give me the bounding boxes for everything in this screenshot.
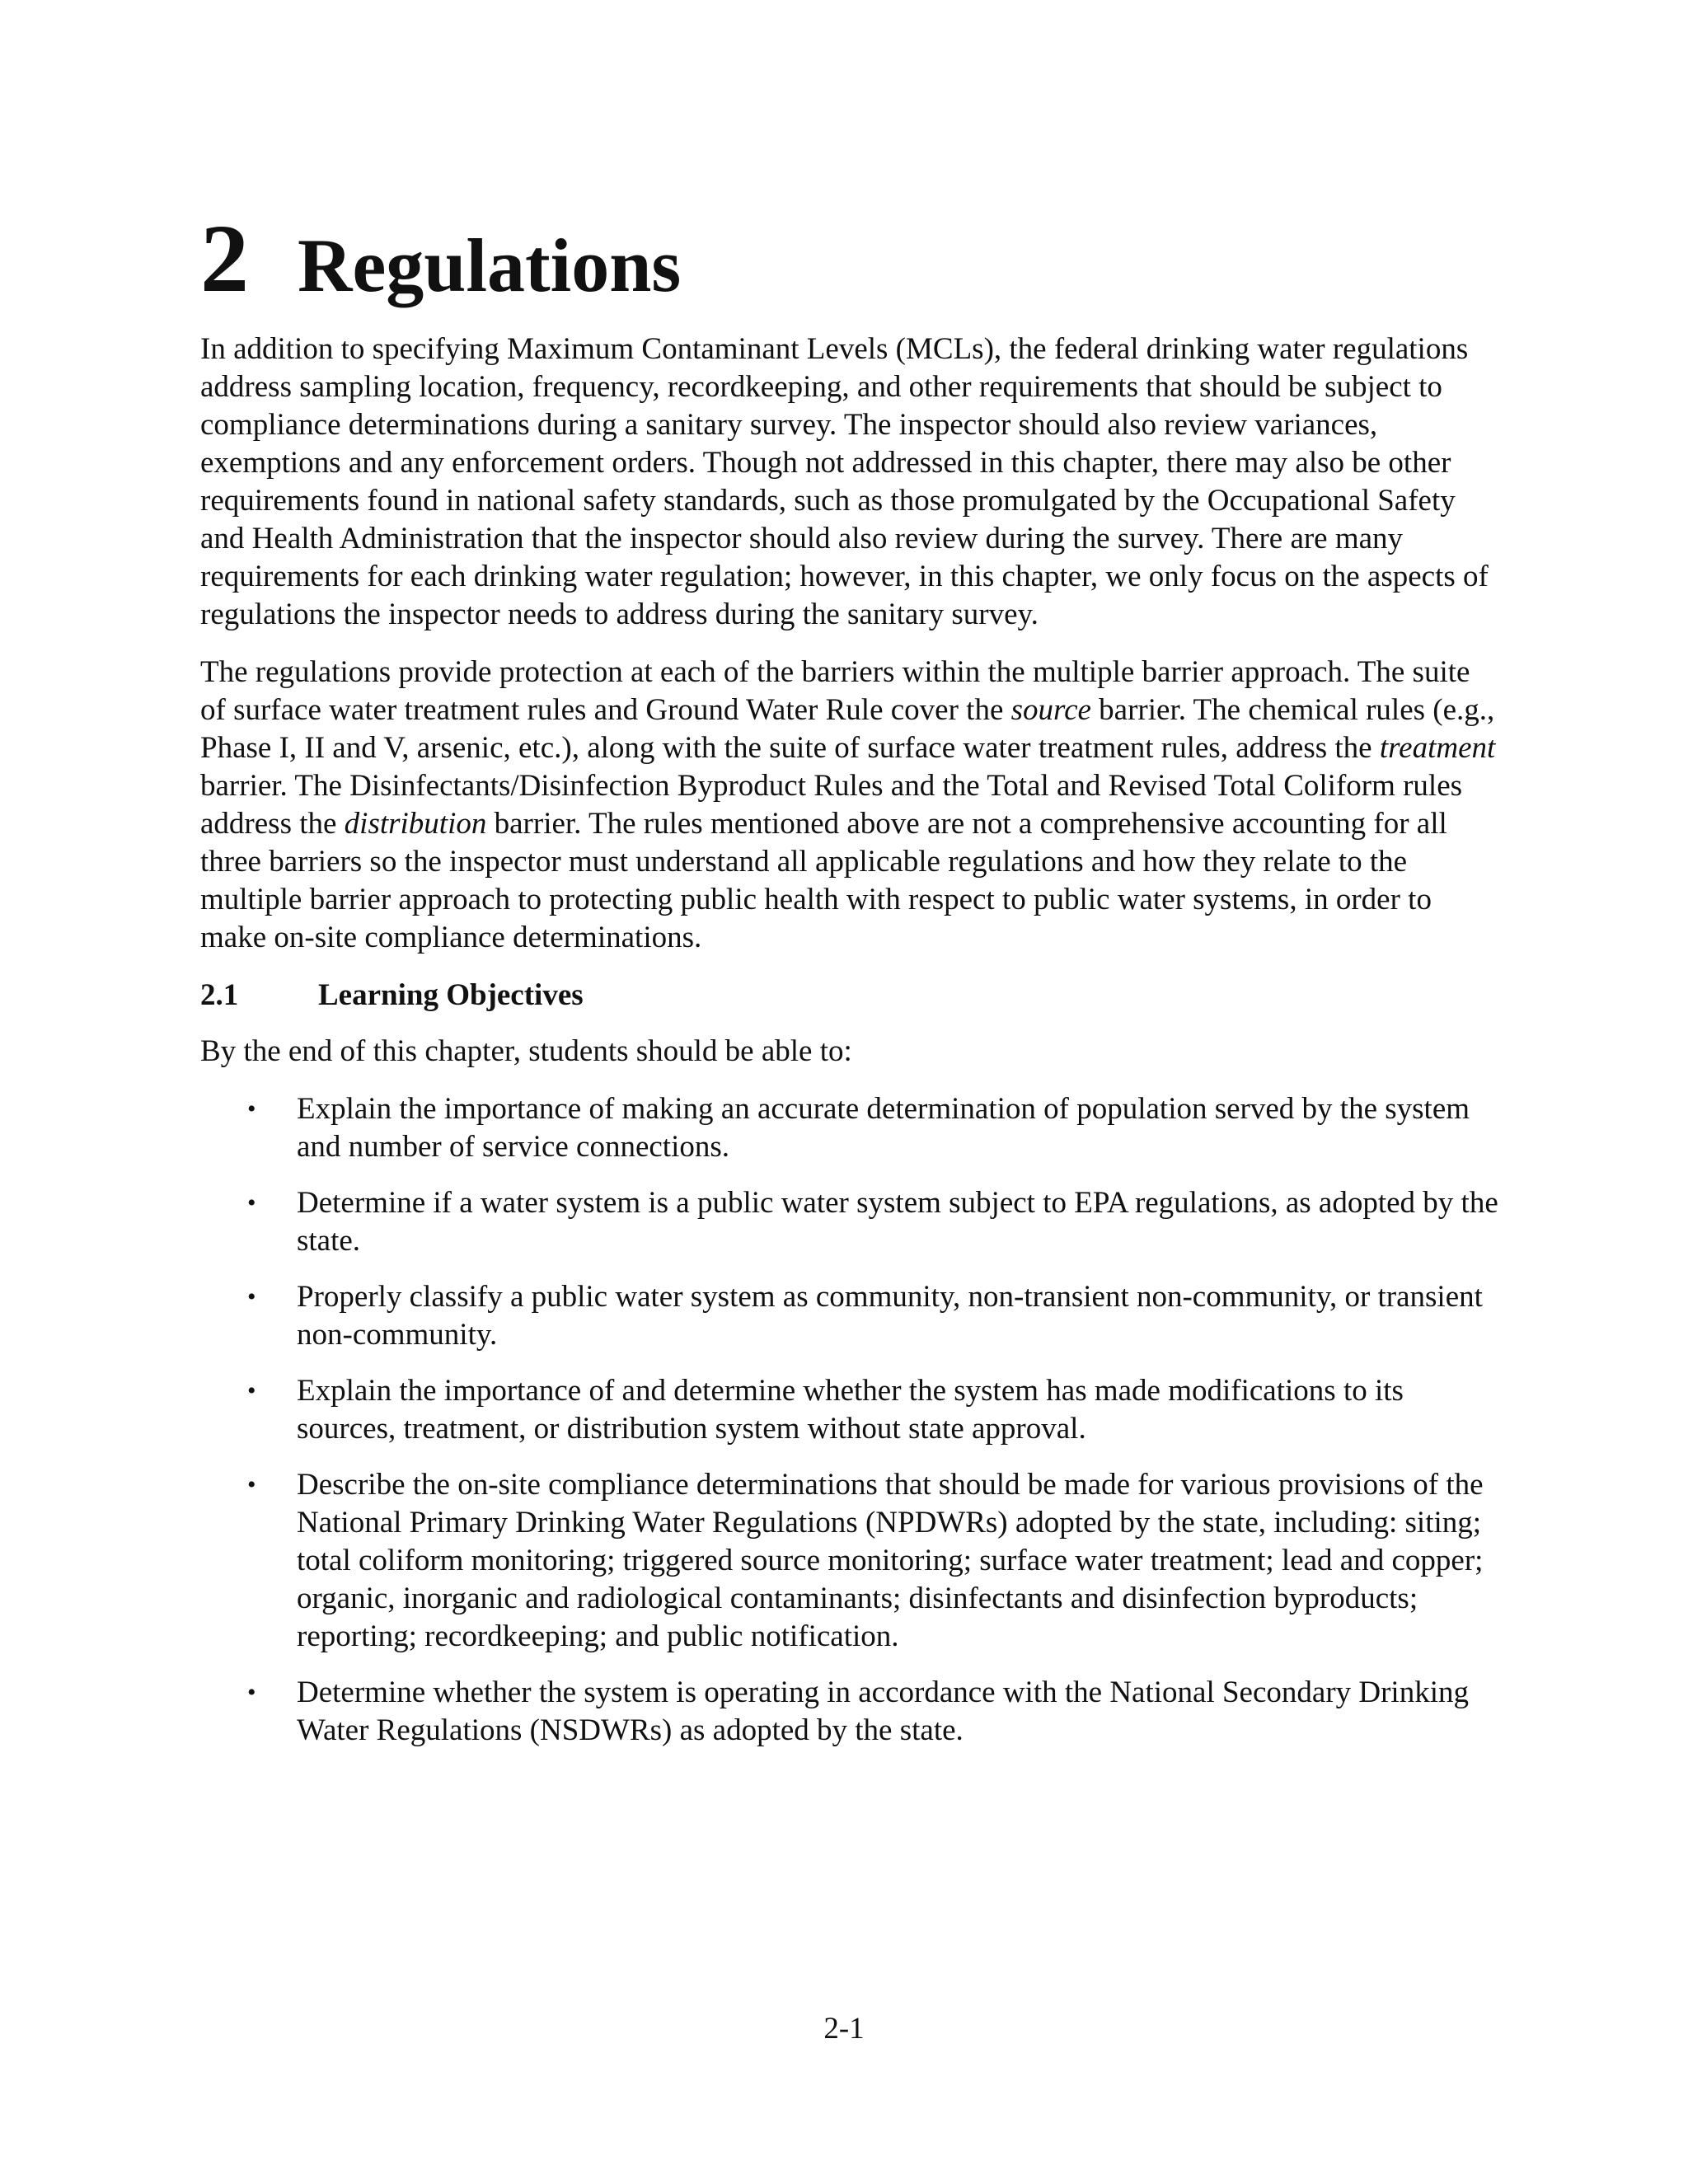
- objective-text: Determine if a water system is a public water system subject to EPA regulations, as adopted by the state.: [297, 1186, 1498, 1258]
- list-item: [200, 1466, 1503, 1656]
- barrier-distribution-term: distribution: [344, 807, 487, 841]
- page-number: 2-1: [823, 2012, 865, 2046]
- document-page: [200, 204, 1503, 1768]
- bullet-icon: •: [247, 1189, 256, 1216]
- objectives-intro: By the end of this chapter, students should be able to:: [200, 1034, 852, 1068]
- chapter-title: Regulations: [298, 223, 682, 307]
- barriers-text-1: The regulations provide protection at each of the barriers within the multiple barrier approach. The suite of surface water treatment rules and Ground Water Rule cover the: [200, 655, 1470, 727]
- section-number: 2.1: [200, 978, 239, 1012]
- objective-text: Determine whether the system is operating in accordance with the National Secondary Drinking Water Regulations (NSDWRs) as adopted by the state.: [297, 1675, 1469, 1747]
- objective-text: Properly classify a public water system as community, non-transient non-community, or transient non-community.: [297, 1280, 1483, 1352]
- bullet-icon: •: [247, 1679, 256, 1706]
- list-item: [200, 1090, 1503, 1166]
- objective-text: Explain the importance of and determine whether the system has made modifications to its sources, treatment, or distribution system without state approval.: [297, 1374, 1404, 1446]
- barriers-text-4: barrier. The rules mentioned above are not a comprehensive accounting for all three barriers so the inspector must understand all applicable regulations and how they relate to the multiple barrier approach to protecting public health with respect to public water systems, in order to make on-site compliance determinations.: [200, 807, 1447, 954]
- section-title: Learning Objectives: [318, 978, 584, 1012]
- objective-text: Describe the on-site compliance determinations that should be made for various provisions of the National Primary Drinking Water Regulations (NPDWRs) adopted by the state, including: siting; total coliform monitoring; triggered source monitoring; surface water treatment; lead and copper; organic, inorganic and radiological contaminants; disinfectants and disinfection byproducts; reporting; recordkeeping; and public notification.: [297, 1468, 1484, 1653]
- bullet-icon: •: [247, 1471, 256, 1498]
- objective-text: Explain the importance of making an accurate determination of population served by the system and number of service connections.: [297, 1092, 1470, 1164]
- barriers-text-2: barrier. The chemical rules (e.g., Phase I, II and V, arsenic, etc.), along with the suite of surface water treatment rules, address the: [200, 693, 1495, 765]
- chapter-heading: [200, 204, 1503, 312]
- objectives-list: [200, 1090, 1503, 1750]
- intro-paragraph: In addition to specifying Maximum Contaminant Levels (MCLs), the federal drinking water regulations address sampling location, frequency, recordkeeping, and other requirements that should be subject to compliance determinations during a sanitary survey. The inspector should also review variances, exemptions and any enforcement orders. Though not addressed in this chapter, there may also be other requirements found in national safety standards, such as those promulgated by the Occupational Safety and Health Administration that the inspector should also review during the survey. There are many requirements for each drinking water regulation; however, in this chapter, we only focus on the aspects of regulations the inspector needs to address during the sanitary survey.: [200, 332, 1489, 631]
- bullet-icon: •: [247, 1283, 256, 1310]
- barriers-text-3: barrier. The Disinfectants/Disinfection Byproduct Rules and the Total and Revised Total Coliform rules address the: [200, 769, 1463, 841]
- barrier-source-term: source: [1010, 693, 1091, 727]
- list-item: [200, 1372, 1503, 1448]
- chapter-number: 2: [200, 204, 249, 312]
- bullet-icon: •: [247, 1377, 256, 1404]
- barriers-paragraph: [200, 654, 1503, 957]
- list-item: [200, 1278, 1503, 1354]
- list-item: [200, 1184, 1503, 1260]
- list-item: [200, 1674, 1503, 1750]
- barrier-treatment-term: treatment: [1379, 731, 1496, 765]
- section-heading: [200, 977, 1503, 1015]
- bullet-icon: •: [247, 1095, 256, 1122]
